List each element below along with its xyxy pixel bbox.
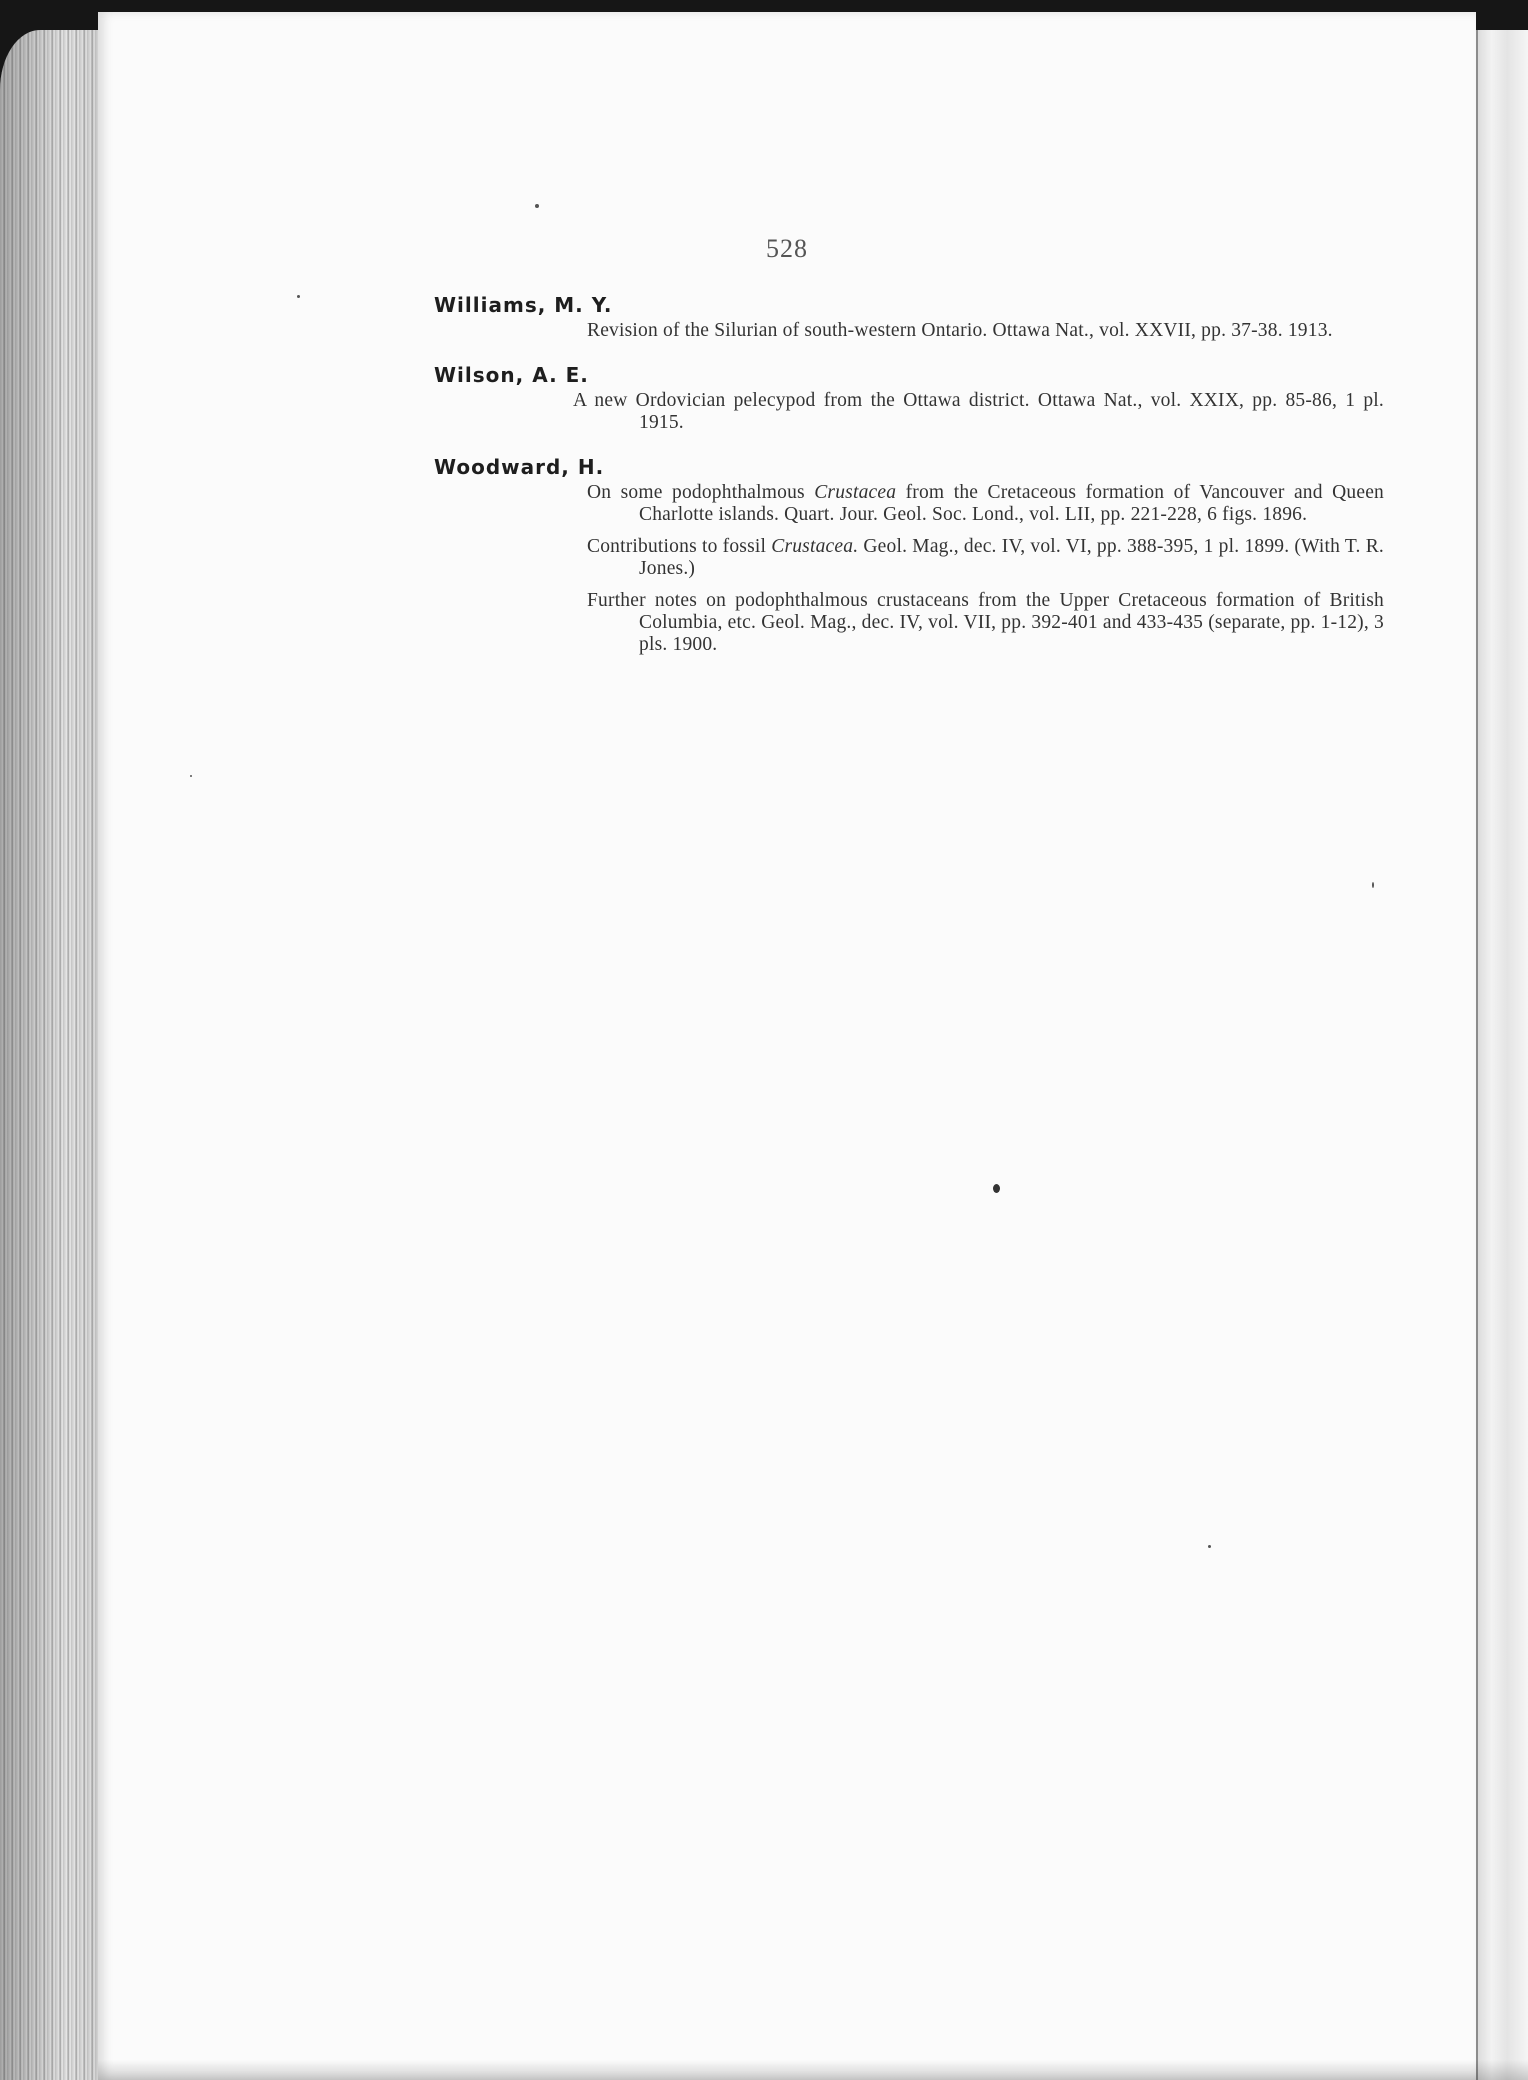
- citation-text: Further notes on podophthalmous crustaceans from the Upper Cretaceous formation of British Columbia, etc. Geol. Mag., dec. IV, vol. VII, pp. 392-401 and 433-435 (separate, pp. 1-12), 3 pls. 1900.: [587, 590, 1384, 655]
- scan-speck: [297, 295, 300, 298]
- citation-italic: Crustacea: [814, 482, 897, 503]
- page-number: 528: [766, 234, 808, 263]
- scan-speck: [1208, 1545, 1211, 1548]
- bibliography-entry: [434, 360, 1384, 434]
- work-citation: [574, 536, 1384, 580]
- work-citation: [574, 482, 1384, 526]
- citation-text: On some podophthalmous: [587, 482, 815, 503]
- citation-text: A new Ordovician pelecypod from the Ottawa district. Ottawa Nat., vol. XXIX, pp. 85-86, 1 pl. 1915.: [573, 390, 1384, 433]
- author-name: Williams, M. Y.: [434, 293, 613, 317]
- citation-text: from the Cretaceous formation of Vancouver and Queen Charlotte islands. Quart. Jour. Geol. Soc. Lond., vol. LII, pp. 221-228, 6 figs. 1896.: [639, 482, 1385, 525]
- right-page-edge-line: [1476, 30, 1478, 2080]
- work-citation: [574, 320, 1384, 342]
- bottom-shadow: [98, 2060, 1528, 2080]
- scan-speck: [190, 775, 192, 777]
- citation-text: Revision of the Silurian of south-western Ontario. Ottawa Nat., vol. XXVII, pp. 37-38. 1913.: [587, 320, 1333, 341]
- citation-italic: Crustacea.: [771, 536, 859, 557]
- book-page: [98, 12, 1476, 2080]
- scan-speck: [1372, 882, 1374, 888]
- scan-speck: [993, 1184, 1000, 1193]
- right-page-edge: [1476, 30, 1528, 2080]
- work-citation: [560, 390, 1384, 434]
- scan-speck: [535, 204, 539, 208]
- author-name: Wilson, A. E.: [434, 363, 589, 387]
- author-name: Woodward, H.: [434, 455, 605, 479]
- bibliography-entry: [434, 452, 1384, 656]
- page-stack-shade: [0, 30, 110, 2080]
- bibliography-entry: [434, 290, 1384, 342]
- bibliography-list: [434, 290, 1384, 656]
- citation-text: Contributions to fossil: [587, 536, 772, 557]
- citation-text: Geol. Mag., dec. IV, vol. VI, pp. 388-395, 1 pl. 1899. (With T. R. Jones.): [639, 536, 1385, 579]
- work-citation: [574, 590, 1384, 656]
